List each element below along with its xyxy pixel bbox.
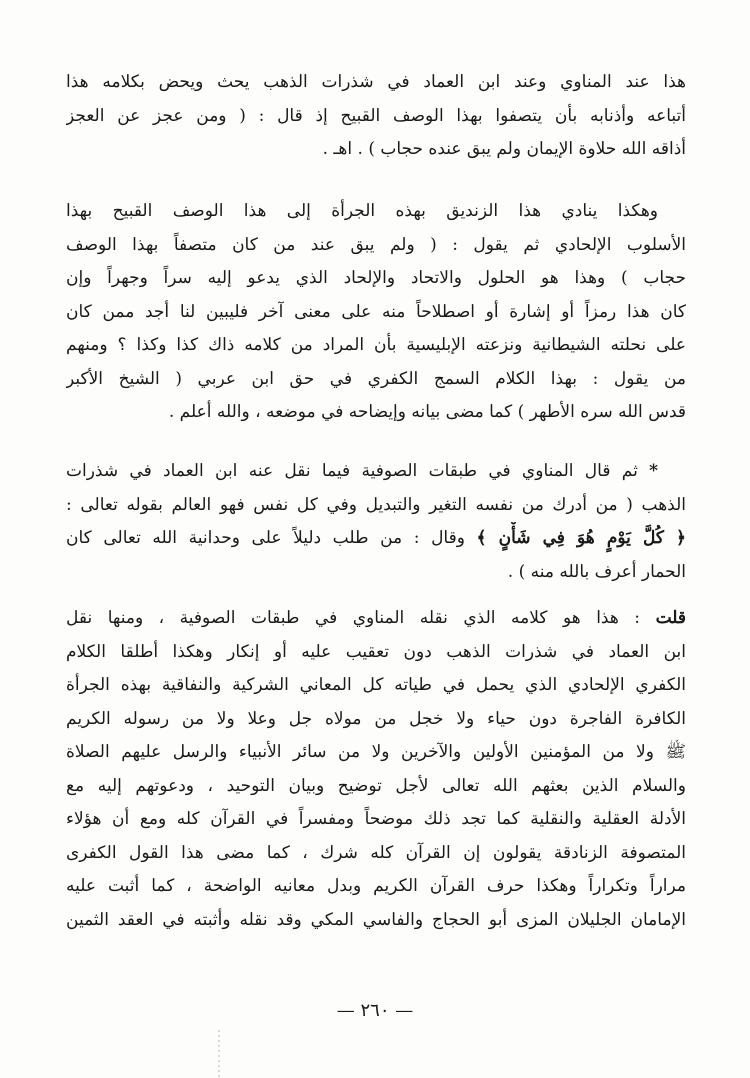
text-line: قدس الله سره الأطهر ) كما مضى بيانه وإيضاحه في موضعه ، والله أعلم . [168,402,686,422]
quran-verse: ﴿ كُلَّ يَوْمٍ هُوَ فِي شَأْنٍ ﴾ [476,528,686,548]
text-line: الكافرة الفاجرة دون حياء ولا خجل من مولاه جل وعلا ولا من رسوله الكريم [66,708,686,729]
text-line: الأدلة العقلية والنقلية كما تجد ذلك موضحاً ومفسراً في القرآن كله ومع أن هؤلاء [66,809,686,829]
text-line: الأسلوب الإلحادي ثم يقول : ( ولم يبق عند من كان متصفاً بهذا الوصف [66,234,686,255]
text-line: كان هذا رمزاً أو إشارة أو اصطلاحاً منه على معنى آخر فليبين لنا أجد ممن كان [66,301,686,322]
paragraph-1 [66,66,686,167]
page-number: — ٢٦٠ — [336,1000,414,1021]
text-line: من يقول : بهذا الكلام السمج الكفري في حق ابن عربي ( الشيخ الأكبر [66,368,686,389]
text-line: حجاب ) وهذا هو الحلول والاتحاد والإلحاد الذي يدعو إليه سراً وجهراً وإن [66,268,686,288]
text-line [66,602,686,636]
text-line [66,522,686,556]
text-line [66,455,686,489]
text-line: الحمار أعرف بالله منه ) . [507,561,686,582]
text-segment: وقال : من طلب دليلاً على وحدانية الله تعالى كان [66,528,465,548]
lead-word: قلت [655,608,686,628]
text-line: الإمامان الجليلان المزى أبو الحجاج والفاسي المكي وقد نقله وأثبته في العقد الثمين [66,909,686,930]
text-line: ابن العماد في شذرات الذهب دون تعقيب عليه أو إنكار وهكذا أطلقا الكلام [66,641,686,662]
text-segment: ثم قال المناوي في طبقات الصوفية فيما نقل عنه ابن العماد في شذرات [66,461,638,481]
text-line: ﷺ ولا من المؤمنين الأولين والآخرين ولا من سائر الأنبياء والرسل عليهم الصلاة [66,742,686,762]
text-line: المتصوفة الزنادقة يقولون إن القرآن كله شرك ، كما مضى هذا القول الكفرى [66,842,686,863]
scan-artifact-line [218,1030,220,1078]
text-line: على نحلته الشيطانية ونزعته الإبليسية بأن المراد من كلامه ذاك كذا وكذا ؟ ومنهم [66,335,686,355]
text-line: هذا عند المناوي وعند ابن العماد في شذرات الذهب يحث ويحض بكلامه هذا [66,72,686,92]
asterisk-marker: * [649,461,658,481]
text-line: وهكذا ينادي هذا الزنديق بهذه الجرأة إلى هذا الوصف القبيح بهذا [66,201,658,221]
paragraph-4 [66,602,686,937]
text-line: الذهب ( من أدرك من نفسه التغير والتبديل وفي كل نفس فهو العالم بقوله تعالى : [66,494,686,515]
text-segment: : هذا هو كلامه الذي نقله المناوي في طبقات الصوفية ، ومنها نقل [66,608,641,628]
paragraph-3 [66,455,686,589]
text-line: الكفري الإلحادي الذي يحمل في طياته كل المعاني الشركية والنفاقية بهذه الجرأة [66,675,686,695]
text-line: أتباعه وأذنابه بأن يتصفوا بهذا الوصف القبيح إذ قال : ( ومن عجز عن العجز [66,105,686,126]
text-line: والسلام الذين بعثهم الله تعالى لأجل توضيح وبيان التوحيد ، ودعوتهم إليه مع [66,775,686,796]
text-line: مراراً وتكراراً وهكذا حرف القرآن الكريم وبدل معانيه الواضحة ، كما أثبت عليه [66,876,686,896]
text-line: أذاقه الله حلاوة الإيمان ولم يبق عنده حجاب ) . اهـ . [322,139,686,159]
paragraph-2 [66,195,686,430]
